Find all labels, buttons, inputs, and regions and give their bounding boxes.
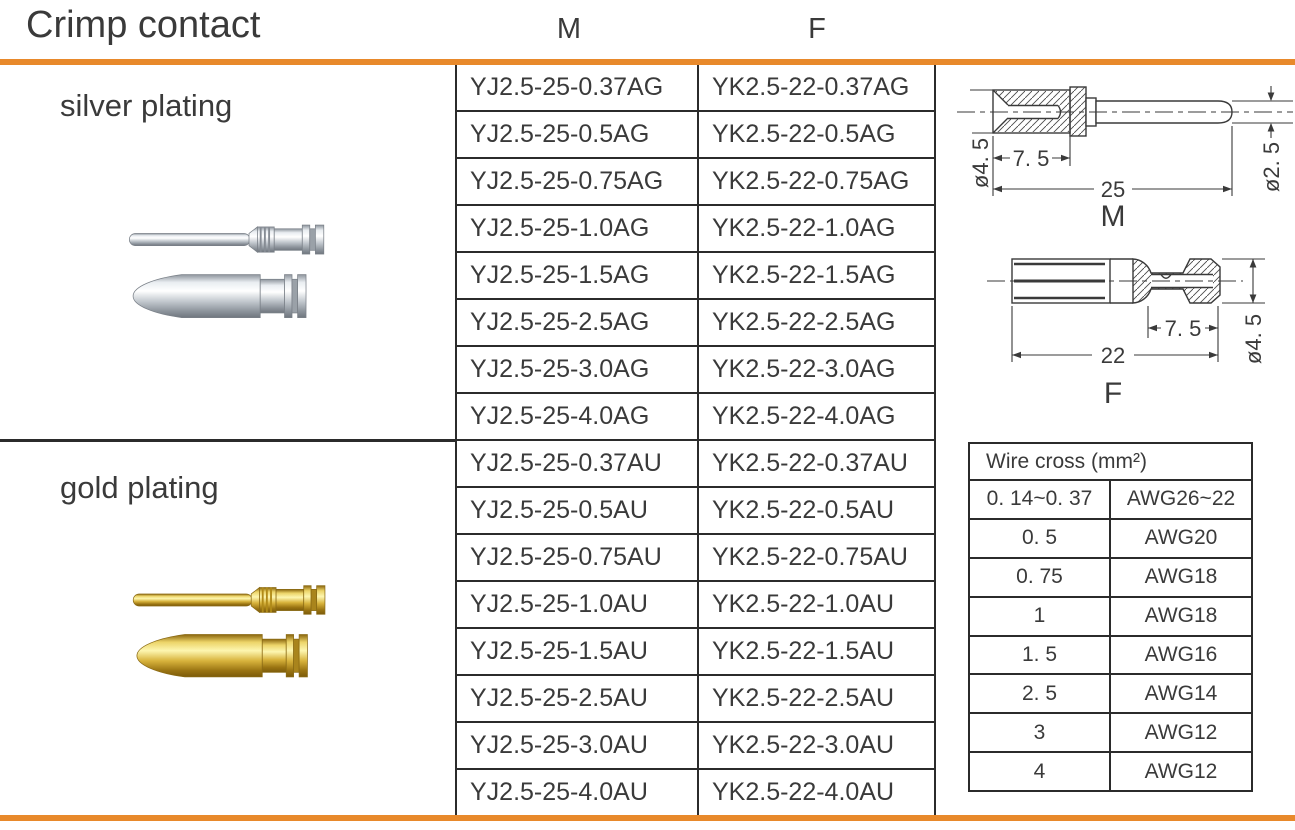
table-row <box>457 300 934 347</box>
wire-awg: AWG18 <box>1144 604 1218 628</box>
column-header-f: F <box>808 13 826 45</box>
table-row <box>457 535 934 582</box>
part-number-f: YK2.5-22-1.5AU <box>712 637 895 665</box>
gold-contacts-photo <box>124 568 336 690</box>
wire-mm2: 0. 75 <box>970 559 1111 596</box>
dim-barrel-length-f: 7. 5 <box>1164 316 1202 341</box>
table-row <box>457 770 934 815</box>
table-row <box>970 559 1251 598</box>
part-number-m: YJ2.5-25-2.5AG <box>457 300 699 345</box>
wire-awg: AWG14 <box>1144 681 1218 705</box>
wire-mm2: 3 <box>970 714 1111 751</box>
column-header-m: M <box>556 13 582 45</box>
gold-section-label: gold plating <box>60 470 219 505</box>
part-number-f: YK2.5-22-4.0AU <box>712 778 895 806</box>
part-number-f: YK2.5-22-0.37AU <box>712 449 908 477</box>
table-row <box>970 675 1251 714</box>
dim-total-length-f: 22 <box>1100 343 1126 368</box>
part-number-m: YJ2.5-25-3.0AG <box>457 347 699 392</box>
wire-awg: AWG20 <box>1144 526 1218 550</box>
part-number-m: YJ2.5-25-0.75AU <box>457 535 699 580</box>
table-row <box>457 253 934 300</box>
part-number-m: YJ2.5-25-1.0AG <box>457 206 699 251</box>
part-number-m: YJ2.5-25-3.0AU <box>457 723 699 768</box>
table-row <box>970 481 1251 520</box>
part-number-f: YK2.5-22-1.5AG <box>712 261 896 289</box>
table-row <box>457 159 934 206</box>
wire-awg: AWG12 <box>1144 720 1218 744</box>
page-title: Crimp contact <box>26 4 261 46</box>
part-number-f: YK2.5-22-0.37AG <box>712 73 910 101</box>
silver-section-label: silver plating <box>60 88 233 123</box>
table-row <box>970 753 1251 790</box>
table-row <box>457 723 934 770</box>
bottom-rule <box>0 815 1295 821</box>
parts-table <box>455 65 936 815</box>
table-row <box>457 65 934 112</box>
part-number-m: YJ2.5-25-0.37AU <box>457 441 699 486</box>
part-number-f: YK2.5-22-3.0AG <box>712 355 896 383</box>
part-number-f: YK2.5-22-0.5AG <box>712 120 896 148</box>
female-contact-drawing <box>955 240 1295 415</box>
table-row <box>970 520 1251 559</box>
part-number-f: YK2.5-22-2.5AG <box>712 308 896 336</box>
table-row <box>970 598 1251 637</box>
part-number-m: YJ2.5-25-4.0AU <box>457 770 699 815</box>
part-number-m: YJ2.5-25-0.5AG <box>457 112 699 157</box>
part-number-m: YJ2.5-25-0.5AU <box>457 488 699 533</box>
part-number-m: YJ2.5-25-1.5AG <box>457 253 699 298</box>
wire-mm2: 0. 14~0. 37 <box>970 481 1111 518</box>
male-contact-drawing <box>955 70 1295 230</box>
table-row <box>970 714 1251 753</box>
wire-mm2: 1. 5 <box>970 637 1111 674</box>
silver-contacts-photo <box>120 212 335 326</box>
table-row <box>457 347 934 394</box>
wire-awg: AWG16 <box>1144 642 1218 666</box>
drawing-label-f: F <box>1103 377 1123 410</box>
part-number-m: YJ2.5-25-2.5AU <box>457 676 699 721</box>
part-number-f: YK2.5-22-0.75AG <box>712 167 910 195</box>
part-number-f: YK2.5-22-1.0AG <box>712 214 896 242</box>
table-row <box>457 629 934 676</box>
gold-female-body <box>137 635 262 677</box>
section-divider <box>0 439 457 442</box>
wire-table-title: Wire cross (mm²) <box>970 444 1251 481</box>
table-row <box>457 394 934 441</box>
part-number-m: YJ2.5-25-0.75AG <box>457 159 699 204</box>
wire-mm2: 2. 5 <box>970 675 1111 712</box>
part-number-f: YK2.5-22-0.75AU <box>712 543 908 571</box>
wire-mm2: 0. 5 <box>970 520 1111 557</box>
part-number-m: YJ2.5-25-1.0AU <box>457 582 699 627</box>
table-row <box>457 112 934 159</box>
silver-male-pin <box>129 233 250 245</box>
dim-barrel-length-m: 7. 5 <box>1012 146 1050 171</box>
part-number-m: YJ2.5-25-4.0AG <box>457 394 699 439</box>
dim-total-length-m: 25 <box>1100 177 1126 202</box>
table-row <box>457 488 934 535</box>
dim-diameter-m: ø4. 5 <box>968 137 993 189</box>
table-row <box>457 582 934 629</box>
silver-female-body <box>133 275 260 318</box>
wire-awg: AWG12 <box>1144 759 1218 783</box>
table-row <box>457 441 934 488</box>
table-row <box>457 676 934 723</box>
dim-diameter-f: ø4. 5 <box>1241 313 1266 365</box>
wire-cross-table <box>968 442 1253 792</box>
wire-mm2: 1 <box>970 598 1111 635</box>
part-number-m: YJ2.5-25-0.37AG <box>457 65 699 110</box>
wire-awg: AWG18 <box>1144 565 1218 589</box>
gold-male-pin <box>133 594 252 606</box>
table-row <box>970 637 1251 676</box>
part-number-f: YK2.5-22-1.0AU <box>712 590 895 618</box>
drawing-label-m: M <box>1100 200 1126 230</box>
wire-awg: AWG26~22 <box>1126 487 1236 511</box>
part-number-f: YK2.5-22-0.5AU <box>712 496 895 524</box>
part-number-f: YK2.5-22-4.0AG <box>712 402 896 430</box>
part-number-f: YK2.5-22-2.5AU <box>712 684 895 712</box>
table-row <box>457 206 934 253</box>
part-number-f: YK2.5-22-3.0AU <box>712 731 895 759</box>
wire-mm2: 4 <box>970 753 1111 790</box>
dim-pin-diameter-m: ø2. 5 <box>1259 141 1284 193</box>
part-number-m: YJ2.5-25-1.5AU <box>457 629 699 674</box>
